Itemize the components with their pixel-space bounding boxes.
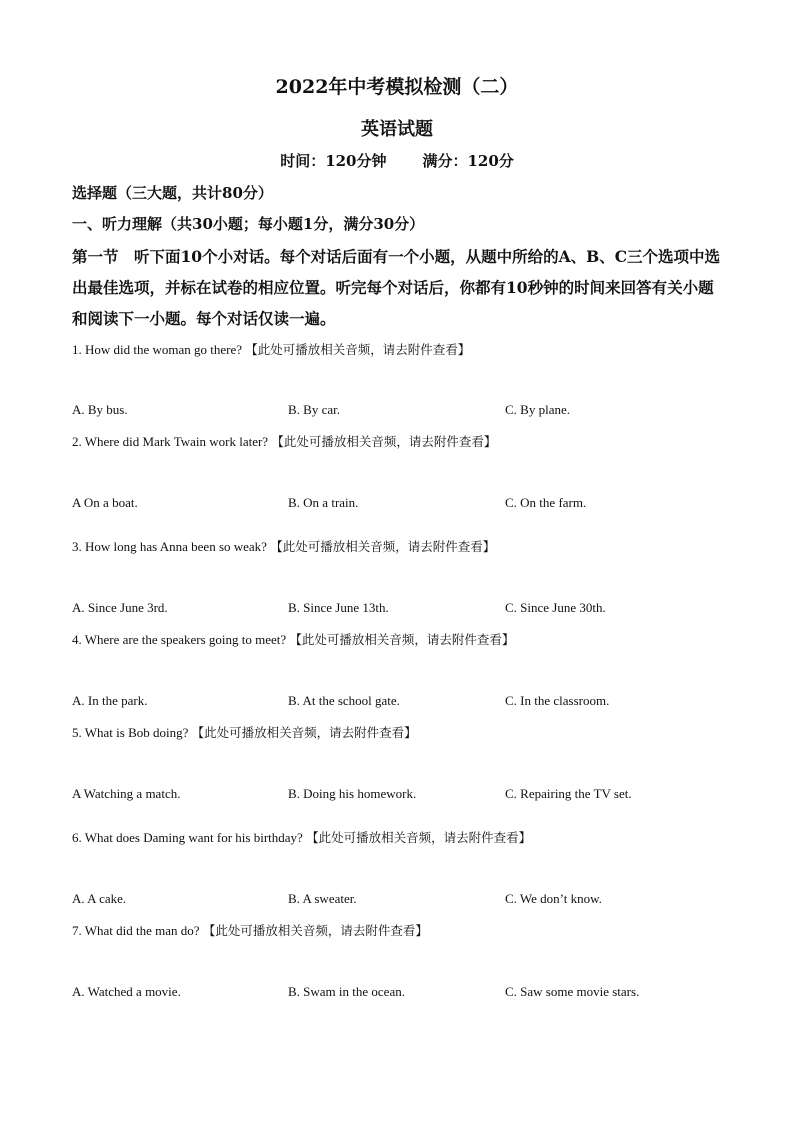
audio-note: 【此处可播放相关音频，请去附件查看】 xyxy=(306,830,532,845)
option-a: A. By bus. xyxy=(72,402,128,417)
option-b: B. A sweater. xyxy=(288,891,357,906)
exam-subtitle: 英语试题 xyxy=(361,119,433,140)
exam-meta xyxy=(0,150,794,171)
option-c: C. On the farm. xyxy=(505,495,587,510)
option-a: A On a boat. xyxy=(72,495,138,510)
option-a: A. A cake. xyxy=(72,891,127,906)
option-b: B. Doing his homework. xyxy=(288,786,417,801)
option-c: C. Since June 30th. xyxy=(505,600,606,615)
option-b: B. Swam in the ocean. xyxy=(288,984,405,999)
option-c: C. Saw some movie stars. xyxy=(505,984,640,999)
option-a: A. In the park. xyxy=(72,693,148,708)
option-a: A Watching a match. xyxy=(72,786,181,801)
exam-title: 2022年中考模拟检测（二） xyxy=(275,76,519,98)
question-6 xyxy=(72,828,531,846)
audio-note: 【此处可播放相关音频，请去附件查看】 xyxy=(191,725,417,740)
option-c: C. In the classroom. xyxy=(505,693,610,708)
question-5 xyxy=(72,723,417,741)
question-text: 2. Where did Mark Twain work later? xyxy=(72,434,272,449)
question-7 xyxy=(72,921,428,939)
option-c: C. By plane. xyxy=(505,402,570,417)
question-text: 6. What does Daming want for his birthday? xyxy=(72,830,307,845)
audio-note: 【此处可播放相关音频，请去附件查看】 xyxy=(270,539,496,554)
option-a: A. Since June 3rd. xyxy=(72,600,168,615)
option-c: C. We don’t know. xyxy=(505,891,602,906)
option-c: C. Repairing the TV set. xyxy=(505,786,632,801)
question-text: 3. How long has Anna been so weak? xyxy=(72,539,271,554)
audio-note: 【此处可播放相关音频，请去附件查看】 xyxy=(289,632,515,647)
option-b: B. On a train. xyxy=(288,495,359,510)
audio-note: 【此处可播放相关音频，请去附件查看】 xyxy=(202,923,428,938)
question-2 xyxy=(72,432,496,450)
question-text: 7. What did the man do? xyxy=(72,923,203,938)
option-b: B. At the school gate. xyxy=(288,693,400,708)
section-heading-choice: 选择题（三大题，共计80分） xyxy=(72,184,273,202)
option-a: A. Watched a movie. xyxy=(72,984,181,999)
audio-note: 【此处可播放相关音频，请去附件查看】 xyxy=(245,342,471,357)
question-3 xyxy=(72,537,495,555)
score-label: 满分：120分 xyxy=(422,152,514,170)
listening-instruction: 第一节 听下面10个小对话。每个对话后面有一个小题，从题中所给的A、B、C三个选项中选出最佳选项，并标在试卷的相应位置。听完每个对话后，你都有10秒钟的时间来回答有关小题和阅读下一小题。每个对话仅读一遍。 xyxy=(72,247,721,328)
question-1 xyxy=(72,340,470,358)
option-b: B. By car. xyxy=(288,402,340,417)
audio-note: 【此处可播放相关音频，请去附件查看】 xyxy=(271,434,497,449)
question-4 xyxy=(72,630,514,648)
question-text: 1. How did the woman go there? xyxy=(72,342,246,357)
question-text: 4. Where are the speakers going to meet? xyxy=(72,632,290,647)
question-text: 5. What is Bob doing? xyxy=(72,725,192,740)
time-label: 时间：120分钟 xyxy=(280,152,387,170)
section-heading-listening: 一、听力理解（共30小题；每小题1分，满分30分） xyxy=(72,215,425,233)
option-b: B. Since June 13th. xyxy=(288,600,389,615)
